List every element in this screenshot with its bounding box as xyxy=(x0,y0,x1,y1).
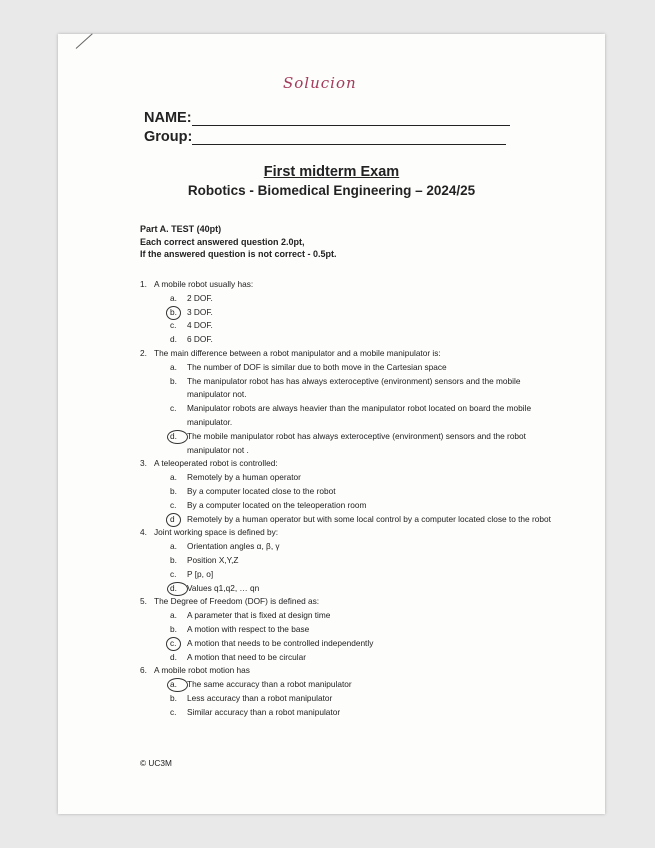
part-a-heading: Part A. TEST (40pt) xyxy=(140,224,222,234)
option-2d: d. The mobile manipulator robot has always exteroceptive (environment) sensors and the robot manipulator not . xyxy=(140,430,560,458)
option-3c: c. By a computer located on the teleoperation room xyxy=(170,499,367,510)
question-number: 2. xyxy=(140,347,147,358)
question-text: Joint working space is defined by: xyxy=(154,527,279,538)
answer-circle-mark xyxy=(166,513,181,527)
handwritten-solution-note: Solucion xyxy=(283,74,357,92)
scoring-rule-correct: Each correct answered question 2.0pt, xyxy=(140,236,305,247)
exam-subtitle: Robotics - Biomedical Engineering – 2024/25 xyxy=(187,183,476,198)
option-5a: a. A parameter that is fixed at design time xyxy=(170,610,331,621)
question-text: A mobile robot usually has: xyxy=(154,279,254,289)
question-number: 3. xyxy=(140,458,147,469)
exam-sheet xyxy=(58,34,605,814)
option-6b: b. Less accuracy than a robot manipulator xyxy=(170,692,333,703)
option-1b: b. 3 DOF. xyxy=(140,306,560,320)
question-3 xyxy=(140,457,560,471)
question-4 xyxy=(140,526,560,540)
question-list xyxy=(140,278,560,720)
question-number: 5. xyxy=(140,596,147,607)
option-4a: a. Orientation angles α, β, γ xyxy=(170,541,280,552)
answer-circle-mark xyxy=(167,678,188,692)
question-number: 1. xyxy=(140,279,147,289)
question-text: A mobile robot motion has xyxy=(154,665,250,676)
option-1c: c. 4 DOF. xyxy=(170,320,213,331)
option-6c: c. Similar accuracy than a robot manipulator xyxy=(170,706,341,717)
answer-circle-mark xyxy=(167,430,188,444)
name-field xyxy=(144,110,510,126)
option-3d: d Remotely by a human operator but with some local control by a computer located close to the robot xyxy=(140,513,560,527)
option-4c: c. P [p, o] xyxy=(170,568,214,579)
question-text: The Degree of Freedom (DOF) is defined as: xyxy=(154,596,320,607)
question-1 xyxy=(140,278,560,292)
scoring-rule-incorrect: If the answered question is not correct - 0.5pt. xyxy=(140,249,337,259)
question-text: A teleoperated robot is controlled: xyxy=(154,458,278,469)
part-a-block xyxy=(140,223,337,261)
copyright-notice: © UC3M xyxy=(140,758,172,768)
option-5b: b. A motion with respect to the base xyxy=(170,623,310,634)
option-6a: a. The same accuracy than a robot manipulator xyxy=(140,678,560,692)
question-5 xyxy=(140,595,560,609)
question-2 xyxy=(140,347,560,361)
option-2b: b. The manipulator robot has has always exteroceptive (environment) sensors and the mobile manipulator not. xyxy=(170,375,521,400)
question-number: 6. xyxy=(140,665,147,676)
option-5c: c. A motion that needs to be controlled independently xyxy=(140,637,560,651)
option-5d: d. A motion that need to be circular xyxy=(170,651,306,662)
group-field xyxy=(144,129,506,145)
option-3b: b. By a computer located close to the robot xyxy=(170,485,336,496)
option-4b: b. Position X,Y,Z xyxy=(170,554,239,565)
option-3a: a. Remotely by a human operator xyxy=(170,472,301,483)
name-label: NAME: xyxy=(144,110,192,126)
group-label: Group: xyxy=(144,129,193,145)
option-4d: d. Values q1,q2, … qn xyxy=(140,582,560,596)
question-text: The main difference between a robot manipulator and a mobile manipulator is: xyxy=(154,347,441,358)
answer-circle-mark xyxy=(166,637,181,651)
pen-mark xyxy=(76,33,93,48)
option-1a: a. 2 DOF. xyxy=(170,292,213,303)
answer-circle-mark xyxy=(167,582,188,596)
name-line xyxy=(192,111,510,126)
question-6 xyxy=(140,664,560,678)
option-2c: c. Manipulator robots are always heavier than the manipulator robot located on board the mobile manipulator. xyxy=(170,403,532,427)
question-number: 4. xyxy=(140,527,147,538)
option-1d: d. 6 DOF. xyxy=(170,334,213,345)
group-line xyxy=(192,130,506,145)
exam-title: First midterm Exam xyxy=(263,164,400,180)
option-2a: a. The number of DOF is similar due to both move in the Cartesian space xyxy=(170,361,447,372)
answer-circle-mark xyxy=(166,306,181,320)
